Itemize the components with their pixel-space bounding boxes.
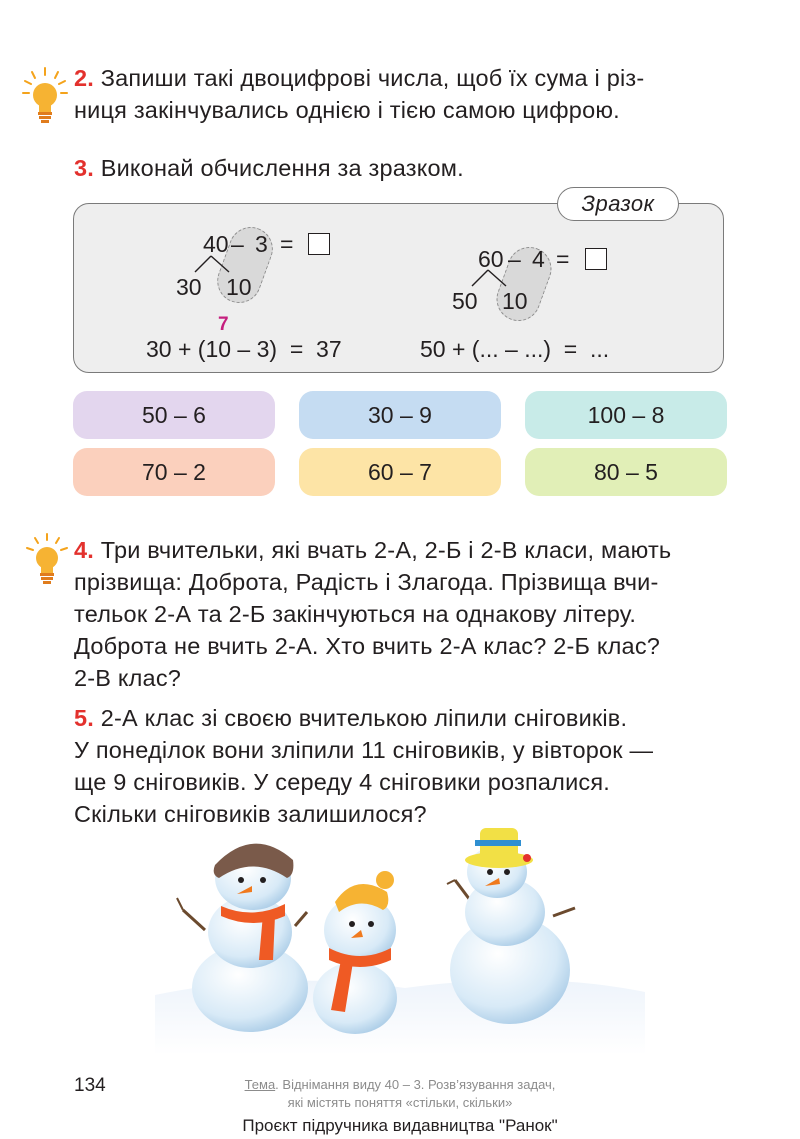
exercise-pill: 80 – 5 xyxy=(525,448,727,496)
task-3-instruction: Виконай обчислення за зразком. xyxy=(100,155,464,181)
task-5-line4: Скільки сніговиків залишилося? xyxy=(74,801,427,827)
example1-minuend: 40 xyxy=(203,231,229,257)
example1-split-left: 30 xyxy=(176,274,202,300)
task-5-line1: 2-А клас зі своєю вчителькою ліпили сніговиків. xyxy=(100,705,628,731)
task-5-number: 5. xyxy=(74,705,94,731)
hint-number: 7 xyxy=(218,314,229,335)
topic-text: . Віднімання виду 40 – 3. Розв’язування задач, xyxy=(275,1077,556,1092)
example2-minus: – xyxy=(508,246,521,272)
task-5-line2: У понеділок вони зліпили 11 сніговиків, у вівторок — xyxy=(74,737,654,763)
example2-subtrahend: 4 xyxy=(532,246,545,272)
split-lines xyxy=(185,254,245,276)
task-4-line4: Доброта не вчить 2-А. Хто вчить 2-А клас? 2-Б клас? xyxy=(74,633,661,659)
exercise-pill: 70 – 2 xyxy=(73,448,275,496)
exercise-pill: 60 – 7 xyxy=(299,448,501,496)
snowmen-illustration xyxy=(155,820,645,1055)
example2-split-right: 10 xyxy=(502,288,528,314)
snowman-right xyxy=(447,828,575,1024)
example2-minuend: 60 xyxy=(478,246,504,272)
task-5-text xyxy=(74,702,734,830)
answer-box xyxy=(585,248,607,270)
page-number: 134 xyxy=(74,1075,106,1096)
task-3-number: 3. xyxy=(74,155,94,181)
task-4-line1: Три вчительки, які вчать 2-А, 2-Б і 2-В класи, мають xyxy=(100,537,672,563)
answer-box xyxy=(308,233,330,255)
topic-line2: які містять поняття «стільки, скільки» xyxy=(287,1095,513,1110)
task-4-line3: тельок 2-А та 2-Б закінчуються на однакову літеру. xyxy=(74,601,637,627)
task-4-text xyxy=(74,534,734,694)
snowman-left xyxy=(177,844,308,1032)
exercise-pill: 100 – 8 xyxy=(525,391,727,439)
example1-minus: – xyxy=(231,231,244,257)
exercise-pill: 50 – 6 xyxy=(73,391,275,439)
task-2-line2: ниця закінчувались однією і тією самою цифрою. xyxy=(74,97,620,123)
task-5-line3: ще 9 сніговиків. У середу 4 сніговики розпалися. xyxy=(74,769,610,795)
example2-split-left: 50 xyxy=(452,288,478,314)
task-4-line5: 2-В клас? xyxy=(74,665,182,691)
lightbulb-icon xyxy=(22,66,68,133)
example1-split-right: 10 xyxy=(226,274,252,300)
publisher-note: Проєкт підручника видавництва "Ранок" xyxy=(242,1116,558,1135)
example2-solution: 50 + (... – ...) = ... xyxy=(420,336,610,362)
split-lines xyxy=(462,268,522,290)
task-2-text xyxy=(74,62,734,126)
task-4-line2: прізвища: Доброта, Радість і Злагода. Прізвища вчи- xyxy=(74,569,659,595)
example1-solution: 30 + (10 – 3) = 37 xyxy=(146,336,342,362)
task-4-number: 4. xyxy=(74,537,94,563)
task-2-line1: Запиши такі двоцифрові числа, щоб їх сума і різ- xyxy=(100,65,645,91)
example2-equals: = xyxy=(556,246,570,272)
topic-label: Тема xyxy=(244,1077,276,1092)
exercise-pill: 30 – 9 xyxy=(299,391,501,439)
snowman-middle xyxy=(313,871,397,1034)
topic-note xyxy=(170,1076,630,1112)
task-2-number: 2. xyxy=(74,65,94,91)
example1-subtrahend: 3 xyxy=(255,231,268,257)
sample-label: Зразок xyxy=(557,187,679,221)
task-3-text xyxy=(74,152,464,184)
example1-equals: = xyxy=(280,231,294,257)
lightbulb-icon xyxy=(24,532,70,593)
